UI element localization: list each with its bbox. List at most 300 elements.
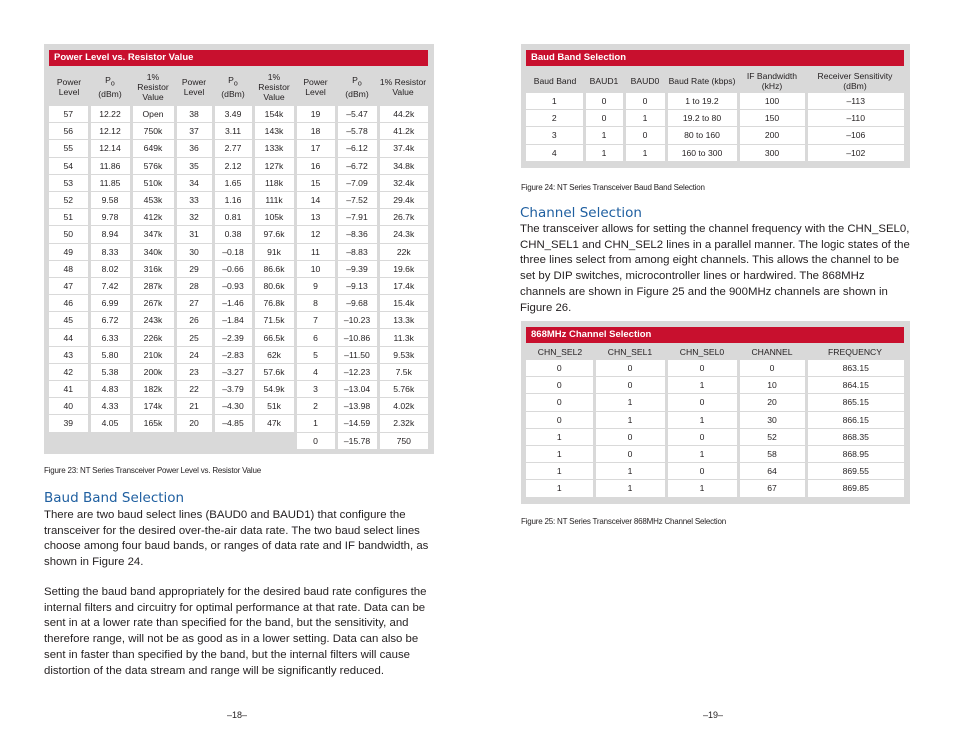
table-cell: 15.4k bbox=[378, 295, 428, 312]
page-number-18: –18– bbox=[227, 710, 248, 720]
table-row bbox=[49, 140, 428, 157]
table-row bbox=[49, 209, 428, 226]
table-cell: –9.39 bbox=[336, 260, 378, 277]
table-cell: –113 bbox=[806, 93, 904, 110]
table-cell: –7.91 bbox=[336, 209, 378, 226]
table-row bbox=[49, 157, 428, 174]
table-cell: 52 bbox=[49, 191, 89, 208]
column-header: 1% Resistor Value bbox=[378, 68, 428, 106]
table-cell: 22k bbox=[378, 243, 428, 260]
baud-band-table bbox=[526, 68, 904, 162]
table-cell: 33 bbox=[175, 191, 213, 208]
table-cell: 287k bbox=[131, 277, 175, 294]
table-cell: 210k bbox=[131, 346, 175, 363]
table-cell: 0 bbox=[584, 93, 624, 110]
table-cell: 150 bbox=[738, 110, 806, 127]
figure-24-caption: Figure 24: NT Series Transceiver Baud Band Selection bbox=[521, 183, 705, 192]
table-cell: 1 bbox=[526, 463, 594, 480]
table-cell: 56 bbox=[49, 123, 89, 140]
table-cell: 11.86 bbox=[89, 157, 131, 174]
column-header: Baud Band bbox=[526, 68, 584, 93]
table-cell: 4.02k bbox=[378, 398, 428, 415]
table-row bbox=[526, 480, 904, 497]
column-header: CHN_SEL0 bbox=[666, 343, 738, 360]
table-row bbox=[526, 144, 904, 161]
table-cell: 2 bbox=[526, 110, 584, 127]
table-row bbox=[526, 110, 904, 127]
table-cell: 18 bbox=[295, 123, 336, 140]
table-cell: 4 bbox=[295, 363, 336, 380]
table-cell: 0 bbox=[584, 110, 624, 127]
table-cell: 510k bbox=[131, 174, 175, 191]
table-cell: 174k bbox=[131, 398, 175, 415]
table-cell: 340k bbox=[131, 243, 175, 260]
table-cell: 91k bbox=[253, 243, 295, 260]
table-cell: 26.7k bbox=[378, 209, 428, 226]
table-cell: 9 bbox=[295, 277, 336, 294]
table-cell: 11.3k bbox=[378, 329, 428, 346]
table-cell: 1 bbox=[666, 480, 738, 497]
table-cell: 17 bbox=[295, 140, 336, 157]
table-cell: 20 bbox=[175, 415, 213, 432]
table-cell: 30 bbox=[738, 411, 806, 428]
table-cell bbox=[89, 432, 131, 449]
table-cell: 24 bbox=[175, 346, 213, 363]
table-cell: 200 bbox=[738, 127, 806, 144]
table-cell: 0 bbox=[526, 360, 594, 377]
table-cell: –0.18 bbox=[213, 243, 253, 260]
table-cell: 8.02 bbox=[89, 260, 131, 277]
table-cell: –12.23 bbox=[336, 363, 378, 380]
table-cell: 66.5k bbox=[253, 329, 295, 346]
table-row bbox=[526, 428, 904, 445]
table-cell: 46 bbox=[49, 295, 89, 312]
table-cell: 0 bbox=[594, 428, 666, 445]
column-header: 1% Resistor Value bbox=[253, 68, 295, 106]
table-cell: 8 bbox=[295, 295, 336, 312]
table-cell: 12 bbox=[295, 226, 336, 243]
table-cell: 51 bbox=[49, 209, 89, 226]
column-header: $P_o$ (dBm) bbox=[213, 68, 253, 106]
table-cell: 4.83 bbox=[89, 381, 131, 398]
table-cell: 80.6k bbox=[253, 277, 295, 294]
table-cell: 9.58 bbox=[89, 191, 131, 208]
table-cell: 80 to 160 bbox=[666, 127, 738, 144]
table-cell: 12.22 bbox=[89, 106, 131, 123]
table-cell: 0 bbox=[594, 445, 666, 462]
table-cell: 54.9k bbox=[253, 381, 295, 398]
table-cell: 10 bbox=[295, 260, 336, 277]
table-cell: 226k bbox=[131, 329, 175, 346]
table-cell: –1.46 bbox=[213, 295, 253, 312]
table-cell: 40 bbox=[49, 398, 89, 415]
table-cell: 21 bbox=[175, 398, 213, 415]
table-cell: 37 bbox=[175, 123, 213, 140]
table-cell: 57 bbox=[49, 106, 89, 123]
column-header: BAUD0 bbox=[624, 68, 666, 93]
page-number-19: –19– bbox=[703, 710, 724, 720]
table-cell: 9.78 bbox=[89, 209, 131, 226]
table-cell: 0 bbox=[594, 377, 666, 394]
table-cell: –7.09 bbox=[336, 174, 378, 191]
table-cell: 10 bbox=[738, 377, 806, 394]
table-cell: 12.12 bbox=[89, 123, 131, 140]
table-cell: 1 bbox=[526, 428, 594, 445]
column-header: CHANNEL bbox=[738, 343, 806, 360]
table-row bbox=[49, 277, 428, 294]
table-cell: 13 bbox=[295, 209, 336, 226]
table-cell: 47 bbox=[49, 277, 89, 294]
power-level-table bbox=[49, 68, 428, 450]
table-cell: 1 bbox=[666, 411, 738, 428]
table-cell: 11 bbox=[295, 243, 336, 260]
table-row bbox=[49, 295, 428, 312]
table-cell: 1 bbox=[666, 377, 738, 394]
table-cell: 118k bbox=[253, 174, 295, 191]
table-cell: 38 bbox=[175, 106, 213, 123]
table-cell: –6.72 bbox=[336, 157, 378, 174]
table-cell: 4 bbox=[526, 144, 584, 161]
column-header: 1% Resistor Value bbox=[131, 68, 175, 106]
baud-table-title: Baud Band Selection bbox=[526, 50, 904, 66]
table-cell bbox=[131, 432, 175, 449]
table-cell: 864.15 bbox=[806, 377, 904, 394]
table-cell: 0 bbox=[738, 360, 806, 377]
table-cell: 67 bbox=[738, 480, 806, 497]
table-cell: 15 bbox=[295, 174, 336, 191]
table-cell: 1 bbox=[584, 127, 624, 144]
table-cell: 52 bbox=[738, 428, 806, 445]
table-header-row bbox=[526, 68, 904, 93]
table-row bbox=[49, 398, 428, 415]
table-cell: 8.33 bbox=[89, 243, 131, 260]
table-cell: 41.2k bbox=[378, 123, 428, 140]
table-row bbox=[526, 394, 904, 411]
column-header: Baud Rate (kbps) bbox=[666, 68, 738, 93]
table-cell: 0 bbox=[526, 377, 594, 394]
table-cell: 22 bbox=[175, 381, 213, 398]
table-cell: 1 bbox=[594, 463, 666, 480]
table-cell: 34.8k bbox=[378, 157, 428, 174]
table-cell: 12.14 bbox=[89, 140, 131, 157]
table-row bbox=[526, 445, 904, 462]
table-cell: 55 bbox=[49, 140, 89, 157]
table-cell: 200k bbox=[131, 363, 175, 380]
table-cell: 4.05 bbox=[89, 415, 131, 432]
table-cell: 750 bbox=[378, 432, 428, 449]
table-cell: 3.49 bbox=[213, 106, 253, 123]
table-cell: 50 bbox=[49, 226, 89, 243]
column-header: Power Level bbox=[295, 68, 336, 106]
table-cell: 53 bbox=[49, 174, 89, 191]
table-cell: 863.15 bbox=[806, 360, 904, 377]
table-cell: 31 bbox=[175, 226, 213, 243]
baud-band-paragraph-2: Setting the baud band appropriately for the desired baud rate configures the internal filters and circuitry for optimal performance at that rate. Data can be sent in at a lower rate than specified for the band, but the sensitivity, and therefore range, will not be as good as in a lower setting. Data can also be sent in faster than specified by the band, but the internal filters will cause distortion of the data stream and range will be significantly reduced. bbox=[44, 586, 427, 677]
column-header: Power Level bbox=[49, 68, 89, 106]
baud-band-paragraph-1: There are two baud select lines (BAUD0 and BAUD1) that configure the transceiver for the desired over-the-air data rate. The two baud select lines choose among four baud bands, or ranges of data rate and IF bandwidth, as shown in Figure 24. bbox=[44, 509, 429, 569]
table-cell: 0 bbox=[295, 432, 336, 449]
table-cell: 19 bbox=[295, 106, 336, 123]
table-cell: –8.83 bbox=[336, 243, 378, 260]
table-cell: 160 to 300 bbox=[666, 144, 738, 161]
table-cell: 0 bbox=[666, 463, 738, 480]
table-cell: 1 bbox=[526, 480, 594, 497]
table-cell: –4.85 bbox=[213, 415, 253, 432]
table-cell: 36 bbox=[175, 140, 213, 157]
table-cell: 6 bbox=[295, 329, 336, 346]
table-cell: 143k bbox=[253, 123, 295, 140]
table-cell: 865.15 bbox=[806, 394, 904, 411]
table-cell: 45 bbox=[49, 312, 89, 329]
table-cell: –4.30 bbox=[213, 398, 253, 415]
table-cell: 105k bbox=[253, 209, 295, 226]
table-cell: 16 bbox=[295, 157, 336, 174]
table-cell: 4.33 bbox=[89, 398, 131, 415]
table-cell: 1 bbox=[526, 93, 584, 110]
table-cell: 28 bbox=[175, 277, 213, 294]
channel-selection-paragraph: The transceiver allows for setting the channel frequency with the CHN_SEL0, CHN_SEL1 and CHN_SEL2 lines in a parallel manner. The logic states of the three lines select from among eight channels. This allows the channel to be set by DIP switches, microcontroller lines or hardwired. The 868MHz channels are shown in Figure 25 and the 900MHz channels are shown in Figure 26. bbox=[520, 223, 910, 314]
table-cell: –2.83 bbox=[213, 346, 253, 363]
table-row bbox=[526, 411, 904, 428]
table-cell: 868.95 bbox=[806, 445, 904, 462]
table-cell: 868.35 bbox=[806, 428, 904, 445]
table-cell: 44 bbox=[49, 329, 89, 346]
table-cell: 97.6k bbox=[253, 226, 295, 243]
table-cell: 1 bbox=[594, 480, 666, 497]
table-cell: 34 bbox=[175, 174, 213, 191]
table-cell: –14.59 bbox=[336, 415, 378, 432]
column-header: CHN_SEL2 bbox=[526, 343, 594, 360]
table-cell: 347k bbox=[131, 226, 175, 243]
table-cell: 453k bbox=[131, 191, 175, 208]
table-cell: 7.42 bbox=[89, 277, 131, 294]
table-cell: –10.23 bbox=[336, 312, 378, 329]
table-cell: 869.85 bbox=[806, 480, 904, 497]
table-cell: 71.5k bbox=[253, 312, 295, 329]
table-cell: 54 bbox=[49, 157, 89, 174]
table-cell: 1 bbox=[624, 110, 666, 127]
table-cell bbox=[175, 432, 213, 449]
table-cell: 1.16 bbox=[213, 191, 253, 208]
table-cell: 1 bbox=[526, 445, 594, 462]
table-row bbox=[49, 226, 428, 243]
column-header: IF Bandwidth (kHz) bbox=[738, 68, 806, 93]
table-row bbox=[49, 260, 428, 277]
table-row bbox=[49, 363, 428, 380]
table-row bbox=[49, 381, 428, 398]
figure-25-caption: Figure 25: NT Series Transceiver 868MHz Channel Selection bbox=[521, 517, 726, 526]
table-cell: 0.38 bbox=[213, 226, 253, 243]
table-row bbox=[49, 106, 428, 123]
table-cell: 32.4k bbox=[378, 174, 428, 191]
table-cell: 27 bbox=[175, 295, 213, 312]
baud-band-heading: Baud Band Selection bbox=[44, 490, 185, 506]
table-cell: 58 bbox=[738, 445, 806, 462]
table-cell: –8.36 bbox=[336, 226, 378, 243]
table-cell: 1 bbox=[594, 394, 666, 411]
table-cell: –110 bbox=[806, 110, 904, 127]
table-cell: 154k bbox=[253, 106, 295, 123]
table-cell: 100 bbox=[738, 93, 806, 110]
table-cell: 243k bbox=[131, 312, 175, 329]
table-cell: 8.94 bbox=[89, 226, 131, 243]
table-row bbox=[526, 127, 904, 144]
power-table-title: Power Level vs. Resistor Value bbox=[49, 50, 428, 66]
table-cell bbox=[253, 432, 295, 449]
column-header: Receiver Sensitivity (dBm) bbox=[806, 68, 904, 93]
table-cell: 32 bbox=[175, 209, 213, 226]
table-cell: 25 bbox=[175, 329, 213, 346]
table-cell: 182k bbox=[131, 381, 175, 398]
table-cell: 1.65 bbox=[213, 174, 253, 191]
table-cell: 2 bbox=[295, 398, 336, 415]
table-cell: 866.15 bbox=[806, 411, 904, 428]
table-cell: 11.85 bbox=[89, 174, 131, 191]
table-cell: 3.11 bbox=[213, 123, 253, 140]
table-cell: –7.52 bbox=[336, 191, 378, 208]
table-cell: 300 bbox=[738, 144, 806, 161]
table-cell: 47k bbox=[253, 415, 295, 432]
table-cell bbox=[213, 432, 253, 449]
table-cell: 30 bbox=[175, 243, 213, 260]
table-cell: –102 bbox=[806, 144, 904, 161]
table-cell: 0 bbox=[526, 411, 594, 428]
table-cell: 51k bbox=[253, 398, 295, 415]
table-cell: 111k bbox=[253, 191, 295, 208]
table-cell: 6.33 bbox=[89, 329, 131, 346]
table-cell: –13.98 bbox=[336, 398, 378, 415]
table-cell: 165k bbox=[131, 415, 175, 432]
table-cell: –10.86 bbox=[336, 329, 378, 346]
table-cell: 76.8k bbox=[253, 295, 295, 312]
table-cell: –0.93 bbox=[213, 277, 253, 294]
table-cell: 49 bbox=[49, 243, 89, 260]
table-cell: 2.77 bbox=[213, 140, 253, 157]
table-cell: 750k bbox=[131, 123, 175, 140]
table-cell: 44.2k bbox=[378, 106, 428, 123]
table-cell: 5.80 bbox=[89, 346, 131, 363]
table-cell: 5.38 bbox=[89, 363, 131, 380]
table-cell: 127k bbox=[253, 157, 295, 174]
column-header: $P_o$ (dBm) bbox=[89, 68, 131, 106]
table-cell: 1 bbox=[666, 445, 738, 462]
table-cell: –106 bbox=[806, 127, 904, 144]
table-cell: 0 bbox=[526, 394, 594, 411]
table-cell: 14 bbox=[295, 191, 336, 208]
table-cell: Open bbox=[131, 106, 175, 123]
table-cell: –6.12 bbox=[336, 140, 378, 157]
column-header: $P_o$ (dBm) bbox=[336, 68, 378, 106]
table-cell: 1 bbox=[295, 415, 336, 432]
table-row bbox=[49, 243, 428, 260]
table-cell: 2.12 bbox=[213, 157, 253, 174]
table-cell: 267k bbox=[131, 295, 175, 312]
table-cell: 19.6k bbox=[378, 260, 428, 277]
table-cell: –11.50 bbox=[336, 346, 378, 363]
table-cell: 86.6k bbox=[253, 260, 295, 277]
table-cell: 6.72 bbox=[89, 312, 131, 329]
table-cell: 24.3k bbox=[378, 226, 428, 243]
table-cell: 0 bbox=[666, 394, 738, 411]
table-row bbox=[49, 123, 428, 140]
table-cell: 39 bbox=[49, 415, 89, 432]
table-cell: 62k bbox=[253, 346, 295, 363]
table-cell: 0 bbox=[594, 360, 666, 377]
table-cell: –1.84 bbox=[213, 312, 253, 329]
table-cell: 29 bbox=[175, 260, 213, 277]
table-header-row bbox=[49, 68, 428, 106]
table-cell: 26 bbox=[175, 312, 213, 329]
table-cell: 1 bbox=[594, 411, 666, 428]
table-cell: 43 bbox=[49, 346, 89, 363]
table-row bbox=[526, 360, 904, 377]
table-cell: 64 bbox=[738, 463, 806, 480]
table-cell: 3 bbox=[526, 127, 584, 144]
table-cell: 869.55 bbox=[806, 463, 904, 480]
table-row bbox=[526, 463, 904, 480]
column-header: FREQUENCY bbox=[806, 343, 904, 360]
table-row bbox=[49, 432, 428, 449]
table-cell: 20 bbox=[738, 394, 806, 411]
table-cell: –13.04 bbox=[336, 381, 378, 398]
table-row bbox=[49, 312, 428, 329]
table-cell: –5.78 bbox=[336, 123, 378, 140]
channel-selection-table bbox=[526, 343, 904, 498]
table-cell: –5.47 bbox=[336, 106, 378, 123]
table-cell: 41 bbox=[49, 381, 89, 398]
table-cell: 412k bbox=[131, 209, 175, 226]
table-cell bbox=[49, 432, 89, 449]
table-cell: 576k bbox=[131, 157, 175, 174]
table-cell: 2.32k bbox=[378, 415, 428, 432]
table-header-row bbox=[526, 343, 904, 360]
table-cell: 649k bbox=[131, 140, 175, 157]
table-cell: 13.3k bbox=[378, 312, 428, 329]
table-cell: 0 bbox=[666, 428, 738, 445]
table-cell: –2.39 bbox=[213, 329, 253, 346]
table-row bbox=[49, 329, 428, 346]
table-cell: 29.4k bbox=[378, 191, 428, 208]
table-cell: –9.13 bbox=[336, 277, 378, 294]
table-cell: –15.78 bbox=[336, 432, 378, 449]
table-cell: 5.76k bbox=[378, 381, 428, 398]
column-header: BAUD1 bbox=[584, 68, 624, 93]
table-row bbox=[49, 415, 428, 432]
table-cell: 17.4k bbox=[378, 277, 428, 294]
table-cell: 133k bbox=[253, 140, 295, 157]
channel-selection-heading: Channel Selection bbox=[520, 205, 642, 221]
table-cell: 7.5k bbox=[378, 363, 428, 380]
table-row bbox=[526, 93, 904, 110]
table-cell: 6.99 bbox=[89, 295, 131, 312]
table-cell: 1 to 19.2 bbox=[666, 93, 738, 110]
table-cell: 1 bbox=[624, 144, 666, 161]
table-cell: 1 bbox=[584, 144, 624, 161]
table-cell: 19.2 to 80 bbox=[666, 110, 738, 127]
table-cell: –9.68 bbox=[336, 295, 378, 312]
table-cell: 0 bbox=[624, 127, 666, 144]
table-cell: 48 bbox=[49, 260, 89, 277]
table-row bbox=[526, 377, 904, 394]
table-cell: 57.6k bbox=[253, 363, 295, 380]
table-cell: 37.4k bbox=[378, 140, 428, 157]
table-cell: 42 bbox=[49, 363, 89, 380]
table-cell: 7 bbox=[295, 312, 336, 329]
table-cell: 0 bbox=[666, 360, 738, 377]
channel-table-title: 868MHz Channel Selection bbox=[526, 327, 904, 343]
table-cell: 9.53k bbox=[378, 346, 428, 363]
table-cell: 35 bbox=[175, 157, 213, 174]
